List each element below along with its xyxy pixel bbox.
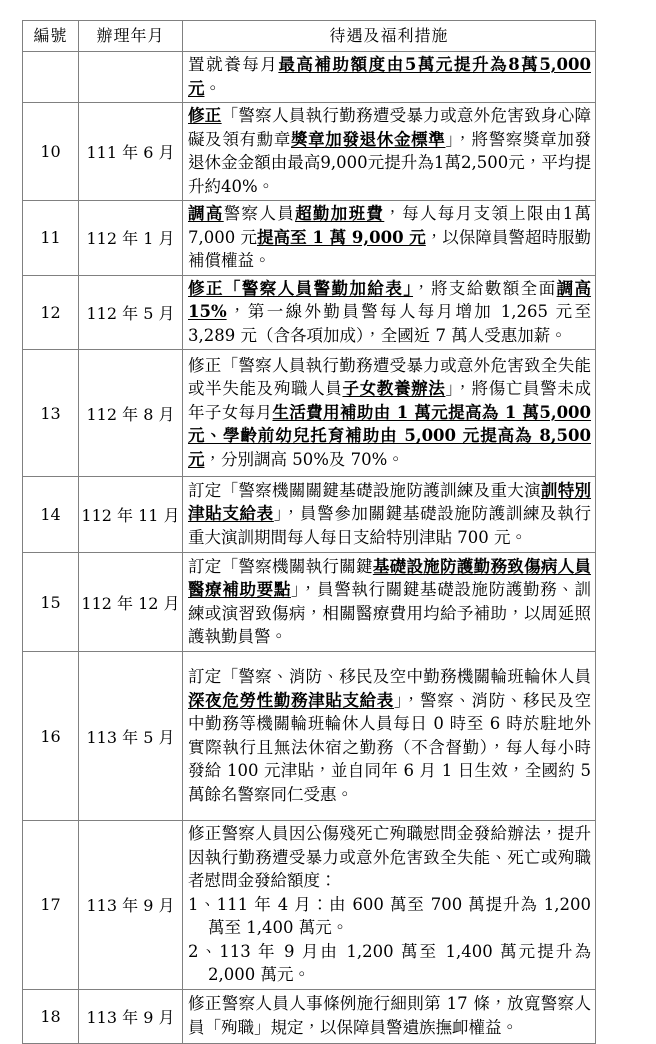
table-row — [23, 103, 596, 201]
measure-paragraph — [188, 104, 591, 198]
measure-text-segment: 獎章加發退休金標準 — [290, 129, 446, 149]
row-measure-cell — [183, 275, 596, 350]
measure-text-segment: 「警察人員執行勤務遭受暴力或意外危害致身心障礙及領有勳章 — [188, 106, 592, 149]
measure-text-segment: 警察人員 — [223, 204, 296, 223]
column-header-id: 編號 — [23, 21, 79, 52]
row-measure-cell — [183, 821, 596, 990]
measure-text-segment: 修正「警察人員執行勤務遭受暴力或意外危害致全失能或半失能及殉職人員 — [188, 355, 591, 399]
measure-paragraph — [188, 277, 591, 348]
table-row — [23, 52, 596, 103]
row-measure-cell — [183, 652, 596, 821]
row-id-cell: 10 — [23, 103, 79, 201]
row-date-cell: 113 年 9 月 — [79, 989, 183, 1043]
column-header-date: 辦理年月 — [79, 21, 183, 52]
measure-text-segment: 2、113 年 9 月由 1,200 萬至 1,400 萬元提升為 2,000 萬元。 — [188, 941, 591, 984]
measure-text-segment: 超勤加班費 — [295, 204, 385, 223]
measure-text-segment: 訓特別津貼支給表 — [188, 480, 592, 524]
row-date-cell: 112 年 8 月 — [79, 350, 183, 477]
row-measure-cell — [183, 477, 596, 553]
table-header-row — [23, 21, 596, 52]
row-measure-cell — [183, 553, 596, 652]
measure-text-segment: 調高15% — [188, 278, 592, 321]
measure-text-segment: 子女教養辦法 — [342, 379, 446, 399]
table-row — [23, 201, 596, 276]
table-row — [23, 989, 596, 1043]
measure-paragraph — [188, 354, 591, 472]
row-date-cell: 112 年 1 月 — [79, 201, 183, 276]
row-measure-cell — [183, 103, 596, 201]
table-row — [23, 652, 596, 821]
measure-paragraph — [188, 822, 591, 893]
row-date-cell: 113 年 9 月 — [79, 821, 183, 990]
measure-text-segment: 」，將警察獎章加發退休金金額由最高9,000元提升為1萬2,500元，平均提升約40%。 — [188, 129, 592, 196]
measure-text-segment: ，將支給數額全面 — [413, 278, 557, 298]
measure-paragraph — [188, 555, 591, 649]
measure-text-segment: ，以保障員警超時服勤補償權益。 — [188, 227, 591, 270]
table-row — [23, 275, 596, 350]
row-id-cell: 14 — [23, 477, 79, 553]
row-date-cell: 111 年 6 月 — [79, 103, 183, 201]
table-row — [23, 477, 596, 553]
measure-text-segment: 修正警察人員人事條例施行細則第 17 條，放寬警察人員「殉職」規定，以保障員警遺族撫卹權益。 — [188, 994, 591, 1037]
row-measure-cell — [183, 52, 596, 103]
measure-text-segment: ，第一線外勤員警每人每月增加 1,265 元至3,289 元（含各項加成），全國近 7 萬人受惠加薪。 — [188, 302, 591, 345]
row-measure-cell — [183, 989, 596, 1043]
table-row — [23, 350, 596, 477]
table-row — [23, 821, 596, 990]
row-date-cell: 112 年 12 月 — [79, 553, 183, 652]
row-id-cell: 13 — [23, 350, 79, 477]
measure-text-segment: 」，員警參加關鍵基礎設施防護訓練及執行重大演訓期間每人每日支給特別津貼 700 元。 — [188, 504, 592, 547]
measure-paragraph — [188, 665, 591, 806]
measure-text-segment: 訂定「警察機關執行關鍵 — [188, 556, 373, 576]
measure-paragraph — [188, 992, 591, 1039]
row-measure-cell — [183, 201, 596, 276]
measure-text-segment: 訂定「警察機關關鍵基礎設施防護訓練及重大演 — [188, 480, 541, 500]
row-id-cell: 18 — [23, 989, 79, 1043]
row-measure-cell — [183, 350, 596, 477]
row-date-cell: 112 年 11 月 — [79, 477, 183, 553]
table-body — [23, 52, 596, 1044]
table-row — [23, 553, 596, 652]
measure-paragraph — [188, 479, 591, 550]
measure-text-segment: 基礎設施防護勤務致傷病人員醫療補助要點 — [188, 556, 592, 599]
row-id-cell: 17 — [23, 821, 79, 990]
row-date-cell: 113 年 5 月 — [79, 652, 183, 821]
welfare-measures-table — [22, 20, 596, 1044]
measure-paragraph — [188, 940, 591, 987]
measure-text-segment: 」，將傷亡員警未成年子女每月 — [188, 379, 592, 422]
measure-text-segment: 訂定「警察、消防、移民及空中勤務機關輪班輪休人員 — [188, 667, 591, 686]
row-id-cell: 12 — [23, 275, 79, 350]
row-id-cell: 15 — [23, 553, 79, 652]
measure-text-segment: 修正「警察人員警勤加給表」 — [188, 278, 414, 298]
measure-text-segment: ，每人每月支領上限由1萬7,000 元 — [188, 204, 592, 247]
row-date-cell — [79, 52, 183, 103]
row-id-cell — [23, 52, 79, 103]
measure-paragraph — [188, 53, 591, 100]
row-date-cell: 112 年 5 月 — [79, 275, 183, 350]
measure-text-segment: 。 — [204, 78, 221, 98]
measure-text-segment: 1、111 年 4 月：由 600 萬至 700 萬提升為 1,200 萬至 1,400 萬元。 — [188, 894, 591, 937]
measure-text-segment: 提高至 1 萬 9,000 元 — [257, 227, 426, 247]
column-header-measure: 待遇及福利措施 — [183, 21, 596, 52]
measure-text-segment: 修正警察人員因公傷殘死亡殉職慰問金發給辦法，提升因執行勤務遭受暴力或意外危害致全失能、死亡或殉職者慰問金發給額度： — [188, 824, 591, 890]
measure-text-segment: 調高 — [188, 204, 224, 223]
measure-text-segment: 最高補助額度由5萬元提升為8萬5,000元 — [188, 55, 591, 98]
measure-paragraph — [188, 202, 591, 273]
measure-text-segment: 生活費用補助由 1 萬元提高為 1 萬5,000 元、學齡前幼兒托育補助由 5,000 元提高為 8,500 元 — [188, 402, 592, 469]
measure-paragraph — [188, 893, 591, 940]
row-id-cell: 11 — [23, 201, 79, 276]
measure-text-segment: 」，員警執行關鍵基礎設施防護勤務、訓練或演習致傷病，相關醫療費用均給予補助，以周延照護執勤員警。 — [188, 580, 592, 646]
measure-text-segment: 」，警察、消防、移民及空中勤務等機關輪班輪休人員每日 0 時至 6 時於駐地外實際執行且無法休宿之勤務（不含督勤），每人每小時發給 100 元津貼，並自同年 6 月 1 日生效，全國約 5 萬餘名警察同仁受惠。 — [188, 690, 592, 804]
measure-text-segment: 深夜危勞性勤務津貼支給表 — [188, 690, 394, 710]
row-id-cell: 16 — [23, 652, 79, 821]
measure-text-segment: 修正 — [188, 106, 222, 125]
measure-text-segment: ，分別調高 50%及 70%。 — [204, 449, 404, 469]
measure-text-segment: 置就養每月 — [188, 55, 279, 74]
